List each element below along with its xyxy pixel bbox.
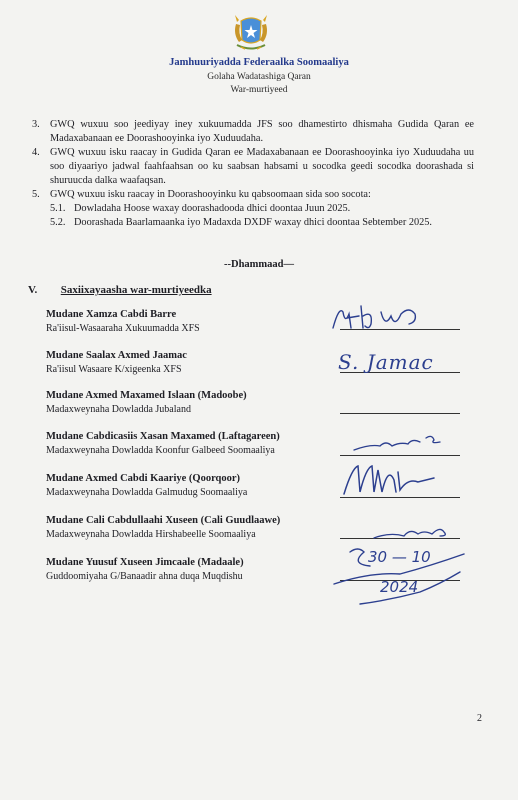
sub-item: 5.2. Doorashada Baarlamaanka iyo Madaxda DXDF waxay dhici doontaa Sebtember 2025. <box>50 217 432 228</box>
section-heading <box>28 284 212 296</box>
handwritten-date-line2: 2024 <box>380 578 419 596</box>
list-item: 3. GWQ wuxuu soo jeediyay iney xukuumadda JFS soo dhamestirto dhismaha Gudida Qaran ee Madaxabanaan ee Doorashooyinka iyo Xuduudaha. <box>32 119 474 144</box>
sub-item: 5.1. Dowladaha Hoose waxay doorashadooda dhici doontaa Juun 2025. <box>50 203 351 214</box>
list-item-text: GWQ wuxuu soo jeediyay iney xukuumadda JFS soo dhamestirto dhismaha Gudida Qaran ee Madaxabanaan ee Doorashooyinka iyo Xuduudaha. <box>50 119 474 144</box>
signer-name: Mudane Cali Cabdullaahi Xuseen (Cali Guudlaawe) <box>46 515 281 526</box>
header-subtitle: Golaha Wadatashiga Qaran <box>207 72 311 82</box>
handwritten-signature-2: S. Jamac <box>338 350 434 374</box>
handwritten-signature-1 <box>325 302 445 332</box>
sub-item-text: Dowladaha Hoose waxay doorashadooda dhici doontaa Juun 2025. <box>74 203 351 214</box>
list-item: 4. GWQ wuxuu isku raacay in Gudida Qaran ee Madaxabanaan ee Doorashooyinka iyo Xuduudaha uu soo diyaariyo jadwal faahfaahsan oo ku saabsan habsami u socodka geedi socodka doorashada si shuruucda dalka waafaqsan. <box>32 147 474 186</box>
signer-name: Mudane Saalax Axmed Jaamac <box>46 350 187 361</box>
signature-line <box>340 455 460 456</box>
signer-name: Mudane Axmed Maxamed Islaan (Madoobe) <box>46 390 247 401</box>
signer-name: Mudane Axmed Cabdi Kaariye (Qoorqoor) <box>46 473 241 484</box>
list-item-text: GWQ wuxuu isku raacay in Gudida Qaran ee Madaxabanaan ee Doorashooyinka iyo Xuduudaha uu soo diyaariyo jadwal faahfaahsan oo ku saabsan habsami u socodka geedi socodka doorashada si shuruucda dalka waafaqsan. <box>50 147 474 186</box>
signer-block <box>46 472 247 500</box>
header-title: Jamhuuriyadda Federaalka Soomaaliya <box>169 57 349 68</box>
signer-role: Madaxweynaha Dowladda Jubaland <box>46 404 191 415</box>
signer-block <box>46 389 247 417</box>
list-item-text: GWQ wuxuu isku raacay in Doorashooyinku ku qabsoomaan sida soo socota: <box>50 189 371 200</box>
signer-block <box>46 556 244 584</box>
document-type: War-murtiyeed <box>230 85 288 95</box>
resolution-list <box>28 118 474 230</box>
section-number: V. <box>28 284 38 296</box>
signer-role: Madaxweynaha Dowladda Koonfur Galbeed Soomaaliya <box>46 445 275 456</box>
somalia-coat-of-arms-icon <box>229 12 273 56</box>
signer-name: Mudane Xamza Cabdi Barre <box>46 309 177 320</box>
handwritten-signature-4 <box>338 462 448 498</box>
signer-role: Madaxweynaha Dowladda Galmudug Soomaaliya <box>46 487 248 498</box>
signer-role: Guddoomiyaha G/Banaadir ahna duqa Muqdishu <box>46 571 243 582</box>
signer-name: Mudane Yuusuf Xuseen Jimcaale (Madaale) <box>46 557 244 568</box>
signer-role: Ra'iisul-Wasaaraha Xukuumadda XFS <box>46 323 200 334</box>
signer-role: Ra'iisul Wasaare K/xigeenka XFS <box>46 364 182 375</box>
section-title: Saxiixayaasha war-murtiyeedka <box>60 284 212 296</box>
signer-block <box>46 514 280 542</box>
signer-block <box>46 349 187 377</box>
handwritten-date-line1: 30 — 10 <box>368 548 431 566</box>
signer-block <box>46 430 280 458</box>
page-number: 2 <box>477 713 482 724</box>
end-mark: --Dhammaad— <box>224 259 294 270</box>
signature-line <box>340 413 460 414</box>
signer-role: Madaxweynaha Dowladda Hirshabeelle Soomaaliya <box>46 529 256 540</box>
signer-name: Mudane Cabdicasiis Xasan Maxamed (Laftagareen) <box>46 431 280 442</box>
signer-block <box>46 308 200 336</box>
handwritten-signature-3 <box>350 432 450 454</box>
sub-item-text: Doorashada Baarlamaanka iyo Madaxda DXDF waxay dhici doontaa Sebtember 2025. <box>74 217 432 228</box>
list-item: 5. GWQ wuxuu isku raacay in Doorashooyinku ku qabsoomaan sida soo socota: 5.1. Dowladaha Hoose waxay doorashadooda dhici doontaa Juun 2025. 5.2. Doorashada Baarlamaanka iyo Madaxda DXDF waxay dhici doontaa Sebtember 2025. <box>28 188 474 230</box>
handwritten-signature-5 <box>370 522 460 542</box>
